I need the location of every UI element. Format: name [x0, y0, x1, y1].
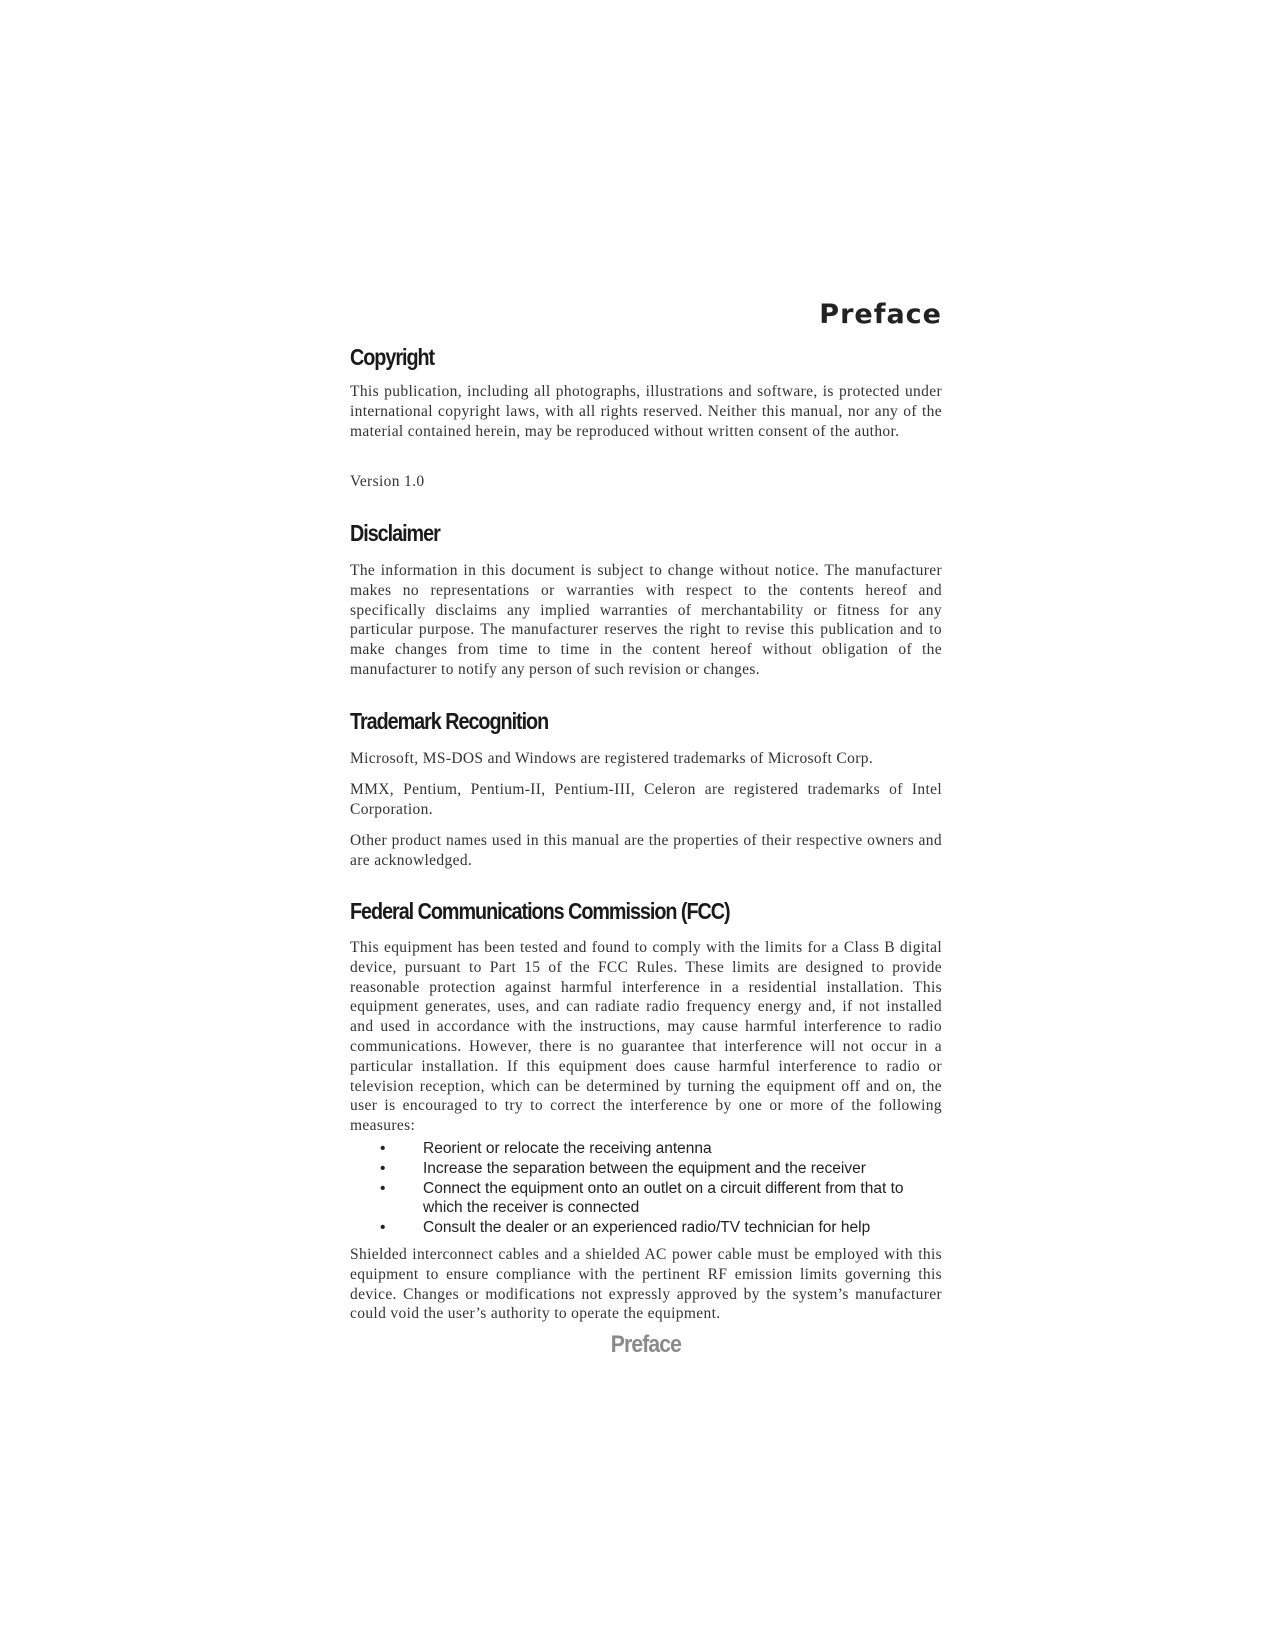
- bullet-icon: •: [380, 1140, 386, 1157]
- list-item: [350, 1159, 942, 1179]
- measure-text: Reorient or relocate the receiving antenna: [423, 1140, 712, 1157]
- measure-text: Connect the equipment onto an outlet on a circuit different from that to which the receiver is connected: [423, 1179, 904, 1217]
- bullet-icon: •: [380, 1179, 386, 1197]
- list-item: [350, 1139, 942, 1159]
- fcc-heading: Federal Communications Commission (FCC): [350, 898, 730, 924]
- trademark-heading: Trademark Recognition: [350, 708, 549, 734]
- disclaimer-paragraph: The information in this document is subject to change without notice. The manufacturer makes no representations or warranties with respect to the contents hereof and specifically disclaims any implied warranties of merchantability or fitness for any particular purpose. The manufacturer reserves the right to revise this publication and to make changes from time to time in the content hereof without obligation of the manufacturer to notify any person of such revision or changes.: [350, 562, 942, 678]
- bullet-icon: •: [380, 1159, 386, 1177]
- disclaimer-heading: Disclaimer: [350, 520, 440, 546]
- version-text: Version 1.0: [350, 473, 425, 490]
- trademark-paragraph-microsoft: Microsoft, MS-DOS and Windows are registered trademarks of Microsoft Corp.: [350, 750, 874, 767]
- copyright-heading: Copyright: [350, 344, 435, 370]
- fcc-measures-list: [350, 1139, 942, 1238]
- fcc-paragraph: This equipment has been tested and found to comply with the limits for a Class B digital device, pursuant to Part 15 of the FCC Rules. These limits are designed to provide reasonable protection against harmful interference in a residential installation. This equipment generates, uses, and can radiate radio frequency energy and, if not installed and used in accordance with the instructions, may cause harmful interference to radio communications. However, there is no guarantee that interference will not occur in a particular installation. If this equipment does cause harmful interference to radio or television reception, which can be determined by turning the equipment off and on, the user is encouraged to try to correct the interference by one or more of the following measures:: [350, 939, 942, 1135]
- fcc-closing-paragraph: Shielded interconnect cables and a shielded AC power cable must be employed with this equipment to ensure compliance with the pertinent RF emission limits governing this device. Changes or modifications not expressly approved by the system’s manufacturer could void the user’s authority to operate the equipment.: [350, 1246, 942, 1323]
- footer-label: Preface: [610, 1331, 682, 1358]
- trademark-paragraph-other: Other product names used in this manual are the properties of their respective owners and are acknowledged.: [350, 832, 942, 869]
- copyright-paragraph: This publication, including all photographs, illustrations and software, is protected under international copyright laws, with all rights reserved. Neither this manual, nor any of the material contained herein, may be reproduced without written consent of the author.: [350, 383, 942, 440]
- page-footer: [350, 1330, 942, 1360]
- measure-text: Increase the separation between the equipment and the receiver: [423, 1159, 866, 1177]
- trademark-paragraph-intel: MMX, Pentium, Pentium-II, Pentium-III, Celeron are registered trademarks of Intel Corporation.: [350, 781, 942, 818]
- page-title: Preface: [819, 299, 942, 330]
- list-item: [350, 1218, 942, 1238]
- measure-text: Consult the dealer or an experienced radio/TV technician for help: [423, 1219, 871, 1237]
- list-item: [350, 1179, 942, 1219]
- bullet-icon: •: [380, 1219, 386, 1237]
